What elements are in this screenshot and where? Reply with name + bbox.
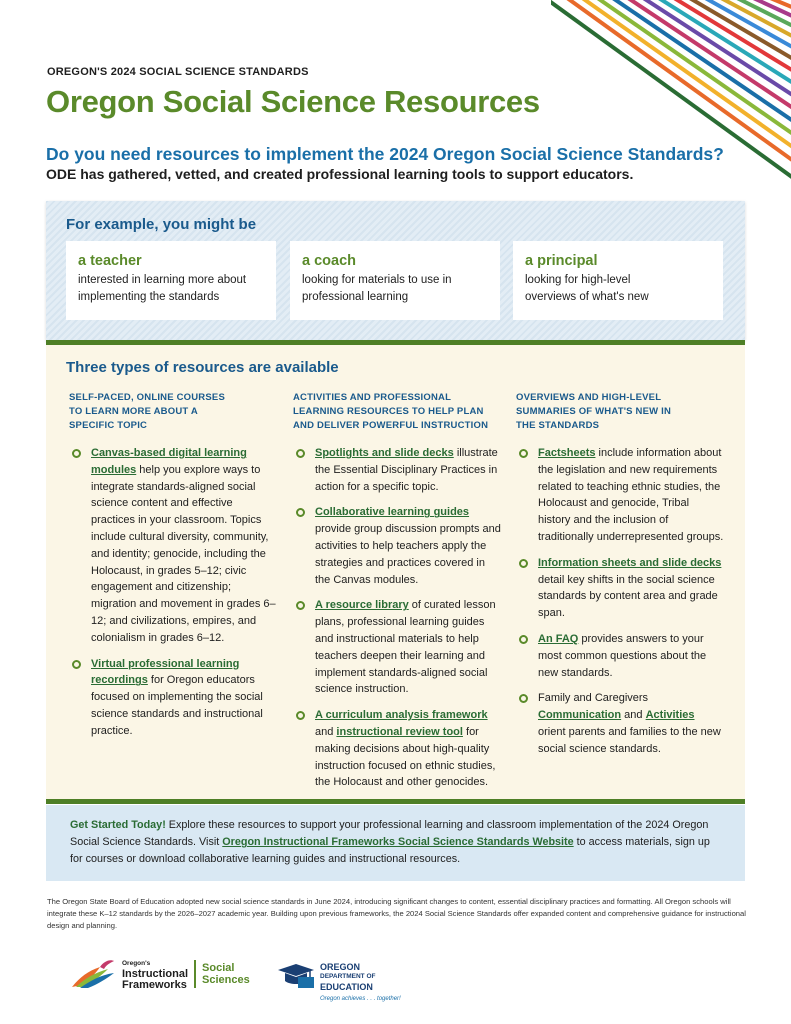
column-heading: OVERVIEWS AND HIGH-LEVEL SUMMARIES OF WHAT'S NEW IN THE STANDARDS [516, 392, 672, 431]
page-title: Oregon Social Science Resources [46, 84, 540, 119]
review-tool-link[interactable]: instructional review tool [336, 725, 463, 738]
eyebrow-label: OREGON'S 2024 SOCIAL SCIENCE STANDARDS [47, 66, 309, 78]
examples-heading: For example, you might be [66, 216, 257, 233]
list-item: Virtual professional learning recordings for Oregon educators focused on implementing the social science standards and instructional practice. [69, 656, 277, 740]
canvas-modules-link[interactable]: Canvas-based digital learning modules [91, 447, 247, 476]
column-activities [293, 391, 503, 800]
frameworks-website-link[interactable]: Oregon Instructional Frameworks Social Science Standards Website [222, 836, 574, 848]
activities-link[interactable]: Activities [645, 709, 695, 722]
bullet-icon [72, 449, 81, 458]
bullet-icon [296, 508, 305, 517]
analysis-framework-link[interactable]: A curriculum analysis framework [315, 709, 488, 722]
frameworks-logo [70, 956, 250, 992]
social-sciences-wordmark: Social Sciences [202, 962, 250, 986]
list-item: Canvas-based digital learning modules help you explore ways to integrate standards-aligned social science content and effective practices in your classroom. Topics include cultural diversity, community, and identity; genocide, including the Holocaust, in grades 5–12; civic engagement and citizenship; migration and movement in grades 6–12; and civilizations, empires, and colonialism in grades 6–12. [69, 445, 277, 647]
list-item: Spotlights and slide decks illustrate the Essential Disciplinary Practices in action for a specific topic. [293, 445, 503, 495]
resource-types-panel [46, 345, 745, 799]
bullet-icon [72, 660, 81, 669]
list-item: Information sheets and slide decks detail key shifts in the social science standards by content area and grade span. [516, 555, 724, 622]
divider-bar [46, 799, 745, 804]
role-card-coach [290, 241, 500, 320]
resource-library-link[interactable]: A resource library [315, 599, 409, 612]
bullet-icon [296, 449, 305, 458]
frameworks-bird-icon [70, 957, 116, 991]
faq-link[interactable]: An FAQ [538, 632, 579, 645]
bullet-icon [519, 694, 528, 703]
role-title: a coach [302, 253, 356, 269]
column-heading: ACTIVITIES AND PROFESSIONAL LEARNING RESOURCES TO HELP PLAN AND DELIVER POWERFUL INSTRUCTION [293, 392, 489, 431]
bullet-icon [519, 635, 528, 644]
bullet-icon [296, 601, 305, 610]
examples-panel [46, 201, 745, 341]
ode-logo [276, 962, 401, 1002]
column-heading: SELF-PACED, ONLINE COURSES TO LEARN MORE ABOUT A SPECIFIC TOPIC [69, 392, 225, 431]
role-desc: looking for materials to use in professional learning [302, 274, 452, 303]
get-started-lead: Get Started Today! [70, 819, 166, 831]
intro-text: ODE has gathered, vetted, and created professional learning tools to support educators. [46, 166, 634, 182]
logo-separator [194, 960, 196, 988]
learning-guides-link[interactable]: Collaborative learning guides [315, 506, 470, 519]
ode-wordmark: OREGON DEPARTMENT OF EDUCATION Oregon achieves . . . together! [320, 962, 401, 1002]
lead-question: Do you need resources to implement the 2024 Oregon Social Science Standards? [46, 144, 724, 164]
list-item: An FAQ provides answers to your most common questions about the new standards. [516, 631, 724, 681]
info-sheets-link[interactable]: Information sheets and slide decks [538, 556, 722, 569]
footnote: The Oregon State Board of Education adopted new social science standards in June 2024, introducing significant changes to content, essential disciplinary practices and formatting. All Oregon schools will integrate these K–12 standards by the 2026–2027 academic year. Building upon previous frameworks, the 2024 Social Science Standards offer expanded content and comprehensive guidance for instructional design and planning. [47, 897, 746, 930]
role-card-teacher [66, 241, 276, 320]
bullet-icon [296, 711, 305, 720]
role-card-principal [513, 241, 723, 320]
bullet-icon [519, 449, 528, 458]
recordings-link[interactable]: Virtual professional learning recordings [91, 657, 240, 687]
role-title: a teacher [78, 253, 142, 269]
spotlights-link[interactable]: Spotlights and slide decks [315, 447, 454, 459]
list-item: A curriculum analysis framework and instructional review tool for making decisions about high-quality instruction focused on ethnic studies, the Holocaust and other genocides. [293, 707, 503, 791]
communication-link[interactable]: Communication [538, 709, 622, 722]
column-overviews [516, 391, 724, 767]
role-desc: looking for high-level overviews of what's new [525, 274, 649, 303]
list-item: Factsheets include information about the legislation and new requirements related to teaching ethnic studies, the Holocaust and genocide, Tribal history and the inclusion of traditionally underrepresented groups. [516, 445, 724, 546]
bullet-icon [519, 559, 528, 568]
get-started-panel: Get Started Today! Explore these resources to support your professional learning and classroom implementation of the 2024 Oregon Social Science Standards. Visit Oregon Instructional Frameworks Social Science Standards Website to access materials, sign up for courses or download collaborative learning guides and instructional resources. [46, 805, 745, 881]
graduation-cap-icon [276, 962, 316, 992]
role-desc: interested in learning more about implementing the standards [78, 274, 247, 303]
factsheets-link[interactable]: Factsheets [538, 447, 596, 459]
frameworks-wordmark: Oregon's Instructional Frameworks [122, 959, 189, 991]
role-title: a principal [525, 253, 598, 269]
list-item: A resource library of curated lesson plans, professional learning guides and instructional materials to help teachers deepen their learning and implement standards-aligned social science instruction. [293, 597, 503, 698]
list-item: Family and Caregivers Communication and Activities orient parents and families to the new social science standards. [516, 690, 724, 757]
column-courses [69, 391, 277, 749]
types-heading: Three types of resources are available [66, 359, 339, 376]
list-item: Collaborative learning guides provide group discussion prompts and activities to help teachers apply the strategies and practices covered in the Canvas modules. [293, 504, 503, 588]
